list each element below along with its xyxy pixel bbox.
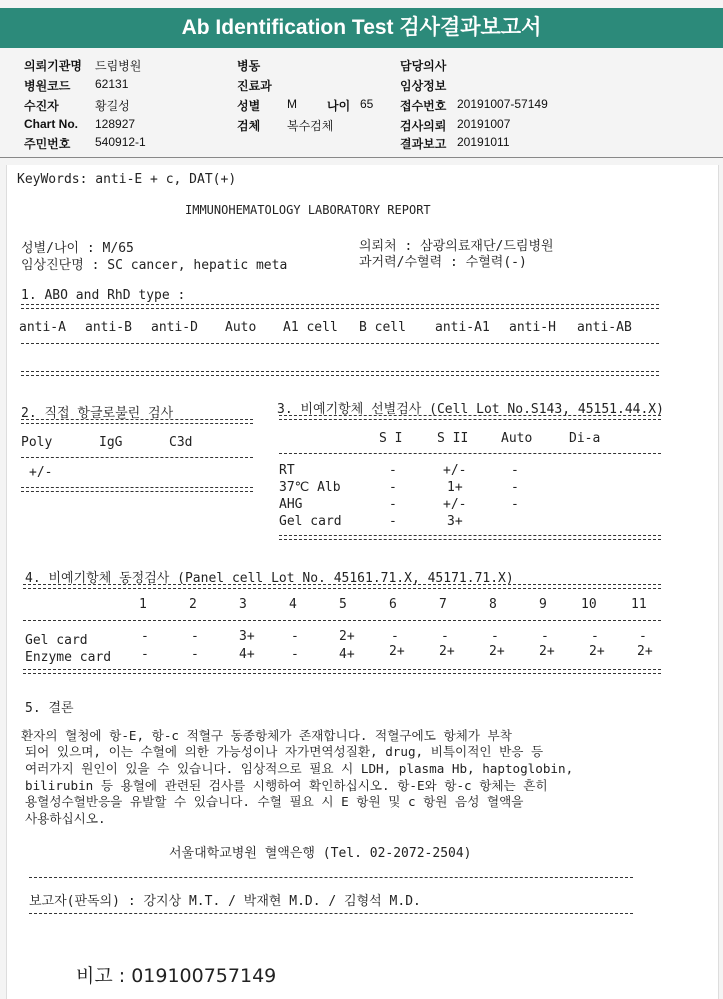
header-field-hospital-code: 병원코드 xyxy=(24,79,71,93)
header-value-hospital-code: 62131 xyxy=(95,77,129,91)
screen-heading: 3. 비예기항체 선별검사 (Cell Lot No.S143, 45151.44.X) xyxy=(277,402,664,417)
keywords: KeyWords: anti-E + c, DAT(+) xyxy=(17,172,237,187)
dat-value-poly: +/- xyxy=(29,465,53,480)
panel-col: 10 xyxy=(581,597,597,612)
abo-col-anti-a: anti-A xyxy=(19,320,66,335)
abo-double-rule-top xyxy=(21,304,659,309)
panel-cell: 2+ xyxy=(489,644,505,659)
panel-col: 3 xyxy=(239,597,247,612)
header-value-patient: 황길성 xyxy=(95,99,130,113)
header-field-patient: 수진자 xyxy=(24,99,59,113)
abo-col-anti-b: anti-B xyxy=(85,320,132,335)
screen-cell: - xyxy=(511,463,519,478)
panel-col: 9 xyxy=(539,597,547,612)
remark: 비고 : 019100757149 xyxy=(76,965,277,987)
clinical-diagnosis: 임상진단명 : SC cancer, hepatic meta xyxy=(21,258,288,273)
header-field-requested: 검사의뢰 xyxy=(400,119,447,133)
screen-cell: - xyxy=(511,480,519,495)
header-value-resident-no: 540912-1 xyxy=(95,135,146,149)
title-bar xyxy=(0,8,723,48)
panel-double-rule-bottom xyxy=(23,669,661,674)
panel-row-label: Enzyme card xyxy=(25,650,112,665)
header-field-receipt-no: 접수번호 xyxy=(400,99,447,113)
panel-col: 11 xyxy=(631,597,647,612)
screen-cell: - xyxy=(389,480,397,495)
panel-cell: - xyxy=(191,629,199,644)
dat-heading: 2. 직접 항글로불린 검사 xyxy=(21,406,174,421)
panel-cell: 2+ xyxy=(539,644,555,659)
header-value-reported: 20191011 xyxy=(457,135,510,149)
panel-cell: - xyxy=(291,647,299,662)
abo-col-auto: Auto xyxy=(225,320,257,335)
header-field-clinical-info: 임상정보 xyxy=(400,79,447,93)
referral-institution: 의뢰처 : 삼광의료재단/드림병원 xyxy=(359,239,554,254)
dat-rule-mid xyxy=(21,457,253,458)
conclusion-heading: 5. 결론 xyxy=(25,701,74,716)
panel-cell: 2+ xyxy=(439,644,455,659)
screen-row-label: Gel card xyxy=(279,514,342,529)
header-field-sex: 성별 xyxy=(237,99,261,113)
abo-col-anti-a1: anti-A1 xyxy=(435,320,490,335)
panel-cell: - xyxy=(391,629,399,644)
panel-col: 6 xyxy=(389,597,397,612)
header-field-specimen: 검체 xyxy=(237,119,261,133)
screen-cell: +/- xyxy=(443,497,467,512)
panel-col: 5 xyxy=(339,597,347,612)
signature-rule-bottom xyxy=(29,913,633,914)
screen-cell: 1+ xyxy=(447,480,463,495)
dat-col-poly: Poly xyxy=(21,435,53,450)
screen-double-rule-top xyxy=(279,415,661,420)
panel-cell: - xyxy=(441,629,449,644)
screen-row-label: 37℃ Alb xyxy=(279,480,341,495)
conclusion-line: 여러가지 원인이 있을 수 있습니다. 임상적으로 필요 시 LDH, plasma Hb, haptoglobin, xyxy=(25,761,574,776)
header-field-institution: 의뢰기관명 xyxy=(24,59,82,73)
screen-cell: - xyxy=(389,514,397,529)
abo-col-b-cell: B cell xyxy=(359,320,406,335)
report-title: Ab Identification Test 검사결과보고서 xyxy=(181,16,542,39)
screen-cell: 3+ xyxy=(447,514,463,529)
conclusion-line: bilirubin 등 용혈에 관련된 검사를 시행하여 확인하십시오. 항-E와 항-c 항체는 흔히 xyxy=(25,778,548,793)
panel-cell: - xyxy=(541,629,549,644)
conclusion-line: 되어 있으며, 이는 수혈에 의한 가능성이나 자가면역성질환, drug, 비특이적인 반응 등 xyxy=(25,744,544,759)
panel-cell: - xyxy=(141,647,149,662)
panel-cell: - xyxy=(141,629,149,644)
panel-cell: 2+ xyxy=(637,644,653,659)
screen-col-dia: Di-a xyxy=(569,431,601,446)
panel-col: 4 xyxy=(289,597,297,612)
panel-double-rule-top xyxy=(23,584,661,589)
transfusion-history: 과거력/수혈력 : 수혈력(-) xyxy=(359,255,527,270)
reporters: 보고자(판독의) : 강지상 M.T. / 박재현 M.D. / 김형석 M.D. xyxy=(29,894,421,909)
panel-cell: - xyxy=(591,629,599,644)
panel-col: 8 xyxy=(489,597,497,612)
screen-double-rule-bottom xyxy=(279,535,661,540)
screen-row-label: RT xyxy=(279,463,295,478)
header-field-chart-no: Chart No. xyxy=(24,117,78,131)
header-field-ward: 병동 xyxy=(237,59,261,73)
header-value-chart-no: 128927 xyxy=(95,117,136,131)
panel-cell: - xyxy=(639,629,647,644)
conclusion-line: 사용하십시오. xyxy=(25,811,106,826)
header-value-sex: M xyxy=(287,97,297,111)
panel-cell: - xyxy=(491,629,499,644)
screen-row-label: AHG xyxy=(279,497,303,512)
header-value-age: 65 xyxy=(360,97,374,111)
panel-cell: 2+ xyxy=(339,629,355,644)
header-field-reported: 결과보고 xyxy=(400,137,447,151)
screen-cell: - xyxy=(511,497,519,512)
header-value-institution: 드림병원 xyxy=(95,59,142,73)
header-value-specimen: 복수검체 xyxy=(287,119,334,133)
screen-cell: - xyxy=(389,497,397,512)
panel-cell: 2+ xyxy=(589,644,605,659)
header-field-age: 나이 xyxy=(327,99,351,113)
dat-col-igg: IgG xyxy=(99,435,123,450)
header-value-requested: 20191007 xyxy=(457,117,511,131)
header-field-resident-no: 주민번호 xyxy=(24,137,71,151)
panel-cell: 3+ xyxy=(239,629,255,644)
abo-rule-mid xyxy=(21,343,659,344)
abo-heading: 1. ABO and RhD type : xyxy=(21,288,186,303)
screen-col-auto: Auto xyxy=(501,431,533,446)
panel-col: 2 xyxy=(189,597,197,612)
panel-cell: 4+ xyxy=(339,647,355,662)
conclusion-line: 환자의 혈청에 항-E, 항-c 적혈구 동종항체가 존재합니다. 적혈구에도 항체가 부착 xyxy=(21,728,512,743)
panel-cell: - xyxy=(291,629,299,644)
panel-cell: - xyxy=(191,647,199,662)
lab-report-title: IMMUNOHEMATOLOGY LABORATORY REPORT xyxy=(185,203,431,217)
header-field-department: 진료과 xyxy=(237,79,272,93)
header-value-receipt-no: 20191007-57149 xyxy=(457,97,548,111)
dat-double-rule-top xyxy=(21,419,253,424)
patient-sex-age: 성별/나이 : M/65 xyxy=(21,241,134,256)
screen-cell: +/- xyxy=(443,463,467,478)
panel-cell: 4+ xyxy=(239,647,255,662)
screen-col-s2: S II xyxy=(437,431,469,446)
signature-rule-top xyxy=(29,877,633,878)
panel-col: 1 xyxy=(139,597,147,612)
abo-double-rule-bottom xyxy=(21,371,659,376)
panel-cell: 2+ xyxy=(389,644,405,659)
abo-col-anti-ab: anti-AB xyxy=(577,320,632,335)
dat-col-c3d: C3d xyxy=(169,435,193,450)
dat-double-rule-bottom xyxy=(21,487,253,492)
panel-rule-mid xyxy=(23,620,661,621)
panel-col: 7 xyxy=(439,597,447,612)
abo-col-anti-d: anti-D xyxy=(151,320,198,335)
header-field-physician: 담당의사 xyxy=(400,59,447,73)
abo-col-anti-h: anti-H xyxy=(509,320,556,335)
abo-col-a1-cell: A1 cell xyxy=(283,320,338,335)
panel-row-label: Gel card xyxy=(25,633,88,648)
screen-cell: - xyxy=(389,463,397,478)
conclusion-line: 용혈성수혈반응을 유발할 수 있습니다. 수혈 필요 시 E 항원 및 c 항원 음성 혈액을 xyxy=(25,794,524,809)
screen-rule-mid xyxy=(279,453,661,454)
panel-heading: 4. 비예기항체 동정검사 (Panel cell Lot No. 45161.71.X, 45171.71.X) xyxy=(25,571,514,586)
screen-col-s1: S I xyxy=(379,431,403,446)
scanned-report xyxy=(6,165,719,999)
institution-contact: 서울대학교병원 혈액은행 (Tel. 02-2072-2504) xyxy=(169,846,472,861)
header-divider xyxy=(0,157,723,158)
